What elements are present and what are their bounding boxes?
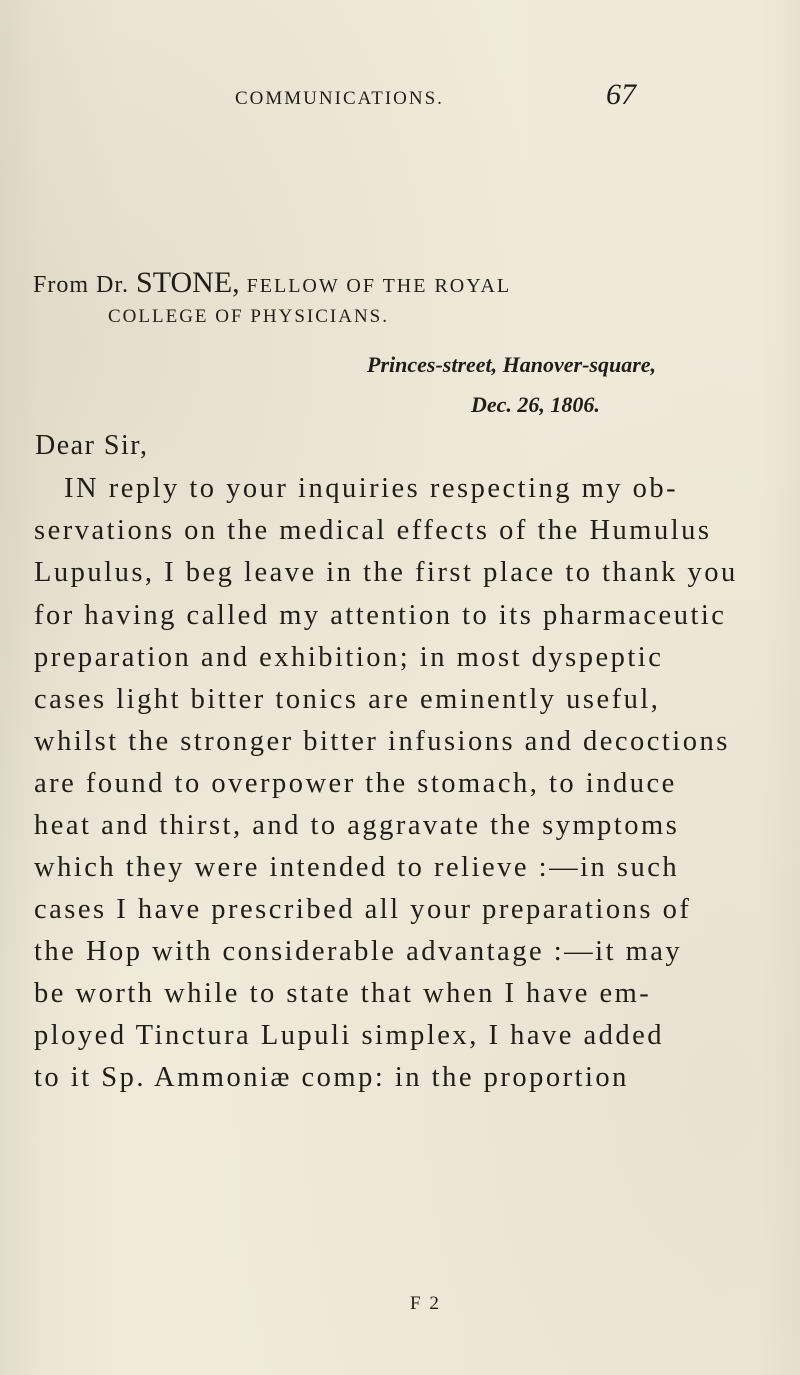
body-line: the Hop with considerable advantage :—it may	[34, 936, 683, 967]
body-line: heat and thirst, and to aggravate the symptoms	[34, 810, 680, 841]
body-line: to it Sp. Ammoniæ comp: in the proportion	[34, 1062, 629, 1093]
letter-salutation: Dear Sir,	[35, 430, 149, 461]
body-line: are found to overpower the stomach, to induce	[34, 768, 677, 799]
body-line: ployed Tinctura Lupuli simplex, I have added	[34, 1020, 665, 1051]
body-line: Lupulus, I beg leave in the first place to thank you	[34, 557, 738, 588]
body-line: which they were intended to relieve :—in such	[34, 852, 680, 883]
heading-from: From Dr.	[33, 272, 130, 298]
body-line: IN reply to your inquiries respecting my ob-	[64, 473, 679, 504]
letter-heading-line-2: COLLEGE OF PHYSICIANS.	[108, 306, 389, 327]
running-head-title: COMMUNICATIONS.	[235, 88, 444, 109]
body-line: whilst the stronger bitter infusions and decoctions	[34, 726, 730, 757]
letter-date: Dec. 26, 1806.	[471, 392, 600, 417]
page-number: 67	[606, 78, 636, 111]
heading-title: FELLOW OF THE ROYAL	[246, 275, 512, 297]
body-line: cases I have prescribed all your preparations of	[34, 894, 692, 925]
body-line: servations on the medical effects of the Humulus	[34, 515, 712, 546]
body-line: preparation and exhibition; in most dyspeptic	[34, 642, 664, 673]
running-head	[0, 78, 800, 118]
body-line: cases light bitter tonics are eminently useful,	[34, 684, 661, 715]
signature-mark: F 2	[410, 1293, 441, 1314]
letter-address: Princes-street, Hanover-square,	[367, 352, 657, 377]
body-line: be worth while to state that when I have em-	[34, 978, 652, 1009]
heading-author-name: STONE,	[136, 266, 240, 299]
body-line: for having called my attention to its pharmaceutic	[34, 600, 727, 631]
letter-heading-line-1	[33, 266, 511, 300]
